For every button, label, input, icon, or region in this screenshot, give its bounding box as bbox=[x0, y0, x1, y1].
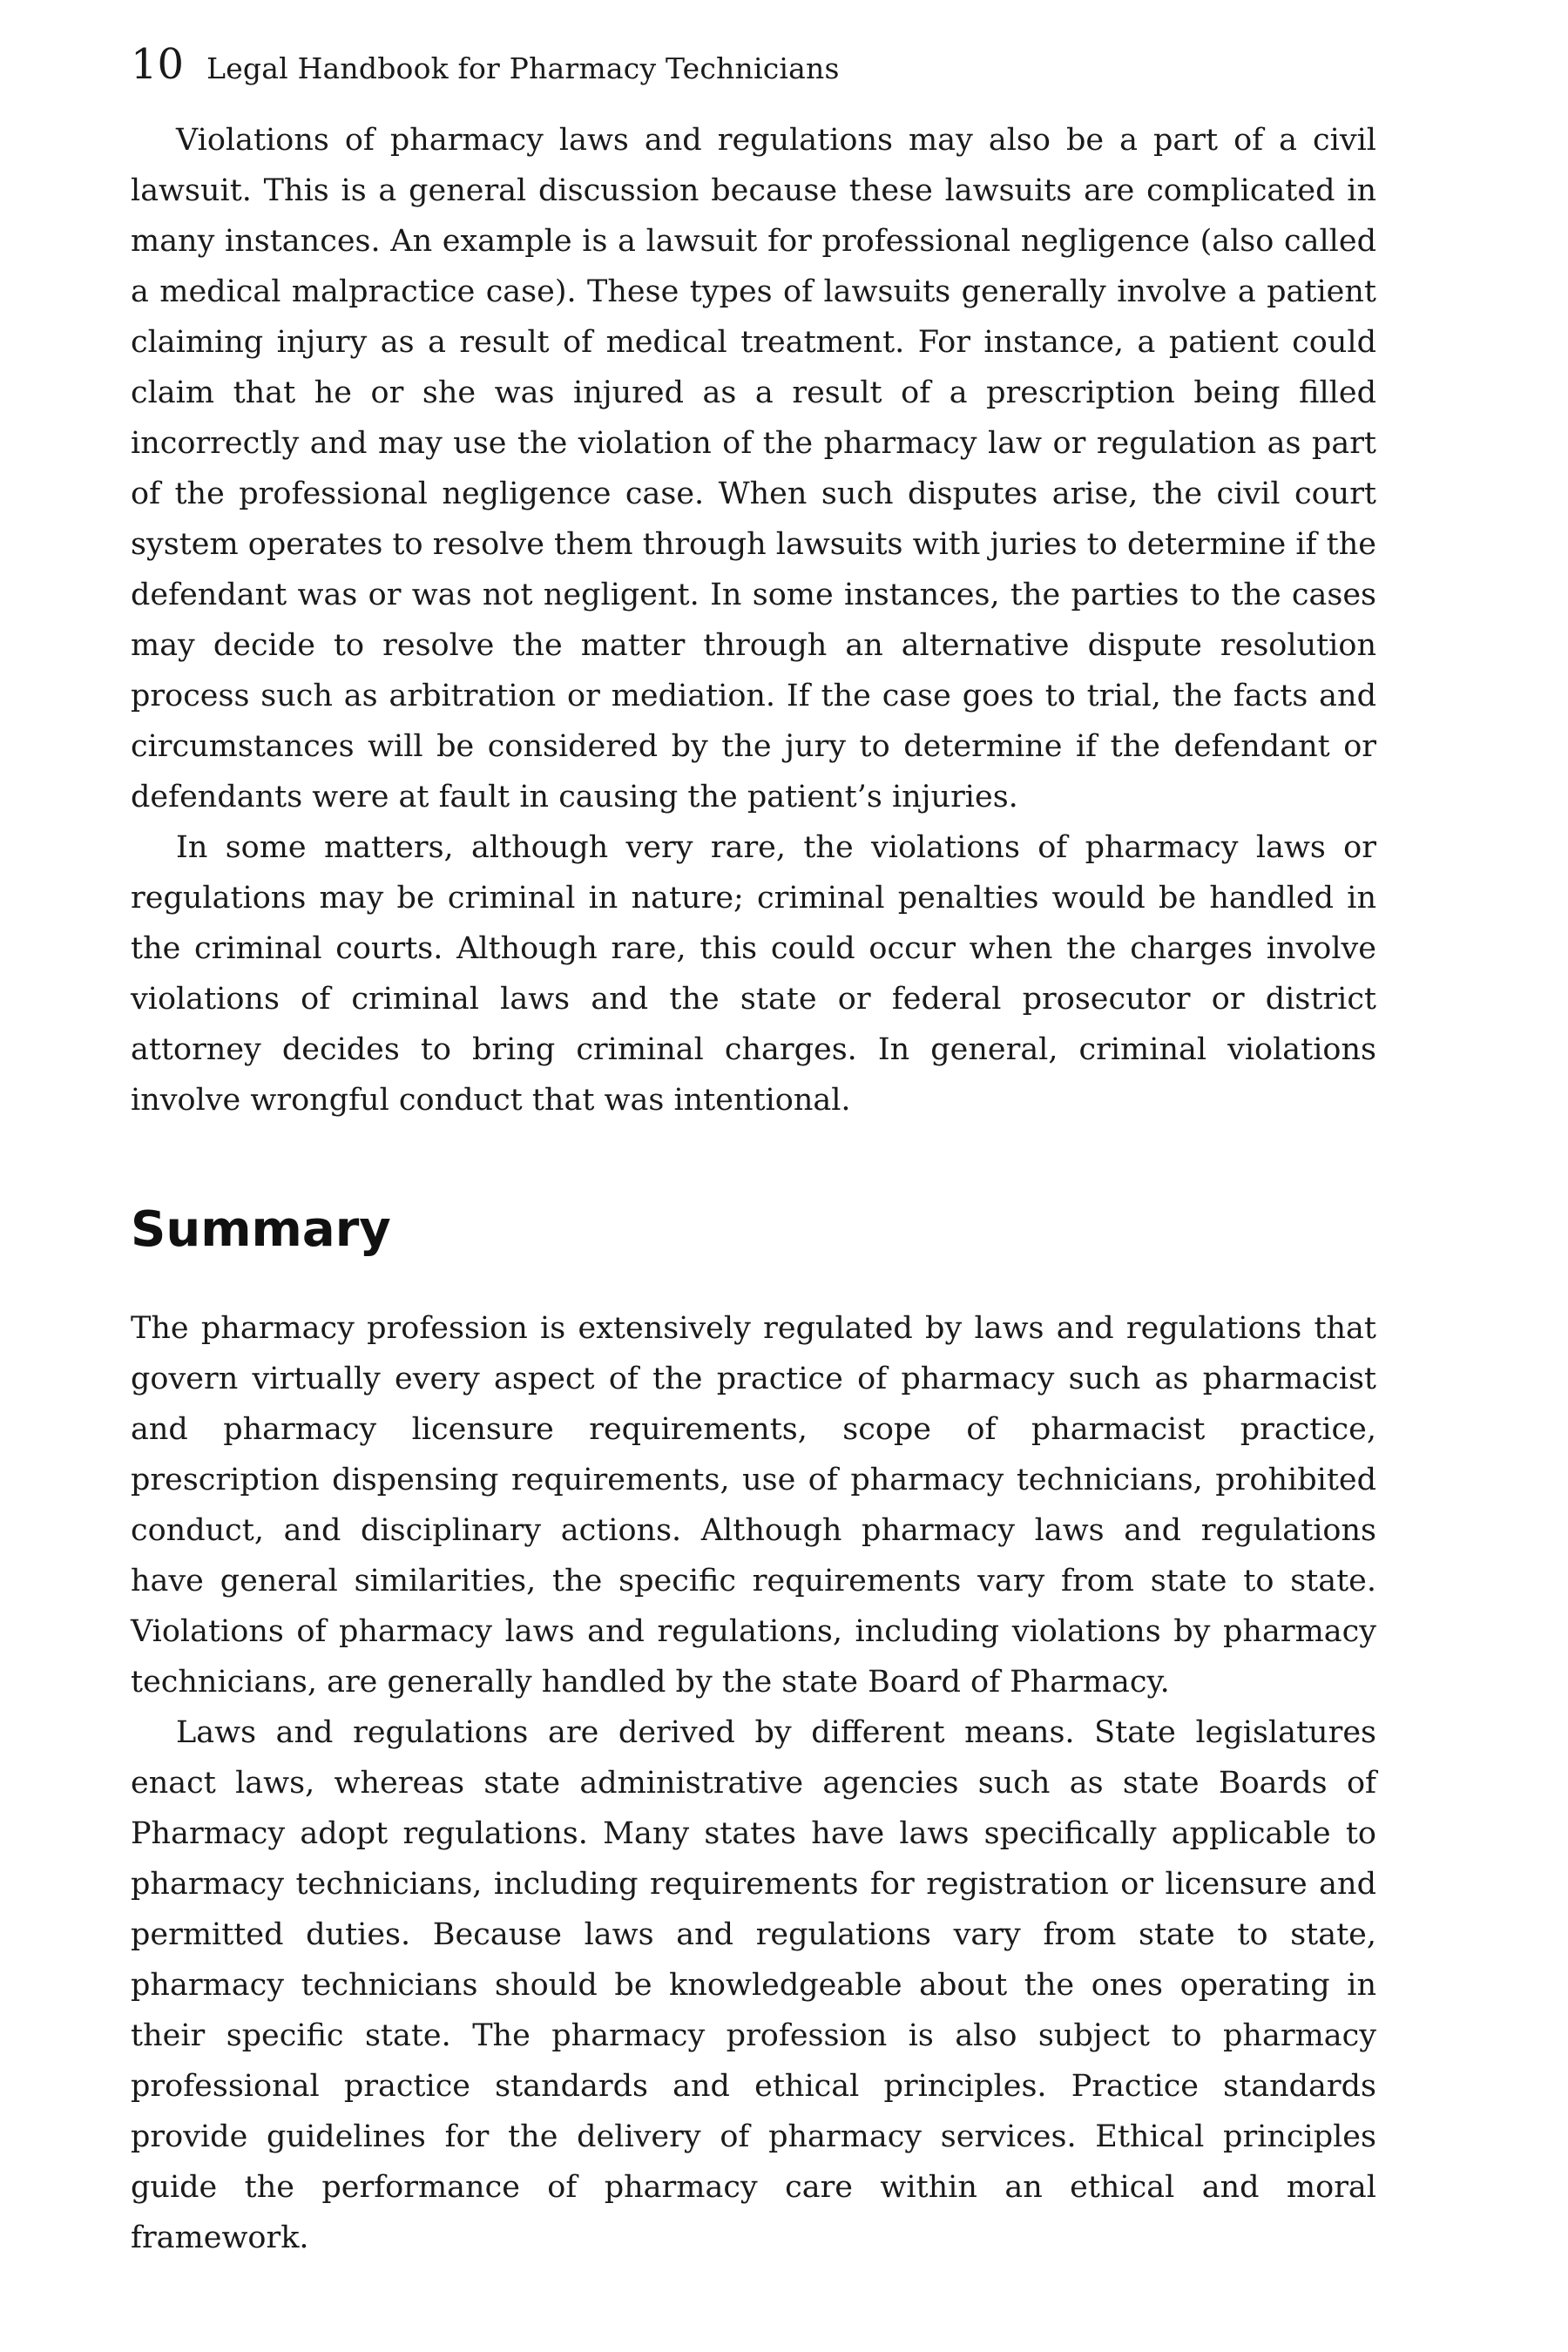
summary-heading: Summary bbox=[131, 1201, 391, 1258]
page-number: 10 bbox=[131, 40, 185, 89]
summary-paragraph-regulation: The pharmacy profession is extensively regulated by laws and regulations that govern virtually every aspect of the practice of pharmacy such as pharmacist and pharmacy licensure requirements, scope of pharmacist practice, prescription dispensing requirements, use of pharmacy technicians, prohibited conduct, and disciplinary actions. Although pharmacy laws and regulations have general similarities, the specific requirements vary from state to state. Violations of pharmacy laws and regulations, including violations by pharmacy technicians, are generally handled by the state Board of Pharmacy. bbox=[131, 1311, 1376, 1700]
book-page bbox=[131, 40, 1376, 2263]
paragraph-civil-lawsuits: Violations of pharmacy laws and regulations may also be a part of a civil lawsuit. This is a general discussion because these lawsuits are complicated in many instances. An example is a lawsuit for professional negligence (also called a medical malpractice case). These types of lawsuits generally involve a patient claiming injury as a result of medical treatment. For instance, a patient could claim that he or she was injured as a result of a prescription being filled incorrectly and may use the violation of the pharmacy law or regulation as part of the professional negligence case. When such disputes arise, the civil court system operates to resolve them through lawsuits with juries to determine if the defendant was or was not negligent. In some instances, the parties to the cases may decide to resolve the matter through an alternative dispute resolution process such as arbitration or mediation. If the case goes to trial, the facts and circumstances will be considered by the jury to determine if the defendant or defendants were at fault in causing the patient’s injuries. bbox=[131, 123, 1376, 814]
running-head bbox=[131, 40, 1376, 89]
book-title: Legal Handbook for Pharmacy Technicians bbox=[206, 51, 840, 85]
paragraph-criminal-violations: In some matters, although very rare, the violations of pharmacy laws or regulations may be criminal in nature; criminal penalties would be handled in the criminal courts. Although rare, this could occur when the charges involve violations of criminal laws and the state or federal prosecutor or district attorney decides to bring criminal charges. In general, criminal violations involve wrongful conduct that was intentional. bbox=[131, 830, 1376, 1118]
summary-paragraph-laws-derivation: Laws and regulations are derived by different means. State legislatures enact laws, whereas state administrative agencies such as state Boards of Pharmacy adopt regulations. Many states have laws specifically applicable to pharmacy technicians, including requirements for registration or licensure and permitted duties. Because laws and regulations vary from state to state, pharmacy technicians should be knowledgeable about the ones operating in their specific state. The pharmacy profession is also subject to pharmacy professional practice standards and ethical principles. Practice standards provide guidelines for the delivery of pharmacy services. Ethical principles guide the performance of pharmacy care within an ethical and moral framework. bbox=[131, 1715, 1376, 2255]
